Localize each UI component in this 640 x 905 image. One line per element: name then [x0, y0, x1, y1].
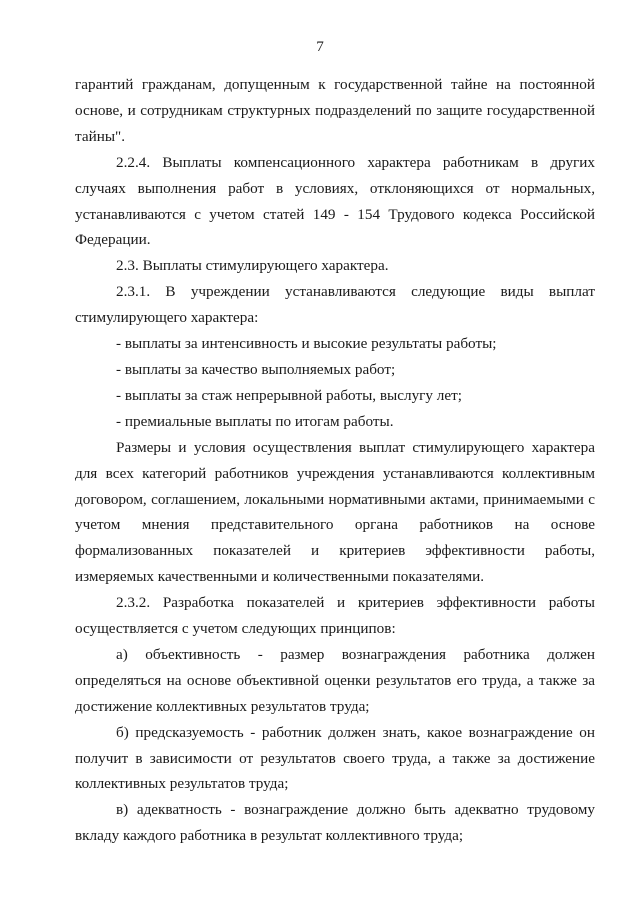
list-item-seniority: - выплаты за стаж непрерывной работы, выслугу лет;: [116, 386, 462, 404]
principle-objectivity: а) объективность - размер вознаграждения работника должен определяться на основе объективной оценки результатов его труда, а также за достижение коллективных результатов труда;: [75, 645, 595, 715]
list-item-quality: - выплаты за качество выполняемых работ;: [116, 360, 396, 378]
paragraph-continuation: гарантий гражданам, допущенным к государственной тайне на постоянной основе, и сотрудникам структурных подразделений по защите государственной тайны".: [75, 76, 595, 145]
principle-predictability: б) предсказуемость - работник должен знать, какое вознаграждение он получит в зависимости от результатов своего труда, а также за достижение коллективных результатов труда;: [75, 723, 595, 793]
list-item-bonus: - премиальные выплаты по итогам работы.: [116, 412, 394, 430]
paragraph-2-3-2: 2.3.2. Разработка показателей и критериев эффективности работы осуществляется с учетом следующих принципов:: [75, 594, 595, 638]
paragraph-2-2-4: 2.2.4. Выплаты компенсационного характера работникам в других случаях выполнения работ в условиях, отклоняющихся от нормальных, устанавливаются с учетом статей 149 - 154 Трудового кодекса Российской Федерации.: [75, 153, 595, 249]
list-item-intensity: - выплаты за интенсивность и высокие результаты работы;: [116, 335, 497, 353]
document-body: [75, 72, 595, 849]
page-number: 7: [316, 38, 324, 55]
paragraph-sizes-conditions: Размеры и условия осуществления выплат стимулирующего характера для всех категорий работников учреждения устанавливаются коллективным договором, соглашением, локальными нормативными актами, принимаемыми с учетом мнения представительного органа работников на основе формализованных показателей и критериев эффективности работы, измеряемых качественными и количественными показателями.: [75, 438, 595, 586]
section-heading-2-3: 2.3. Выплаты стимулирующего характера.: [116, 257, 389, 275]
paragraph-2-3-1: 2.3.1. В учреждении устанавливаются следующие виды выплат стимулирующего характера:: [75, 283, 595, 327]
principle-adequacy: в) адекватность - вознаграждение должно быть адекватно трудовому вкладу каждого работника в результат коллективного труда;: [75, 801, 595, 845]
